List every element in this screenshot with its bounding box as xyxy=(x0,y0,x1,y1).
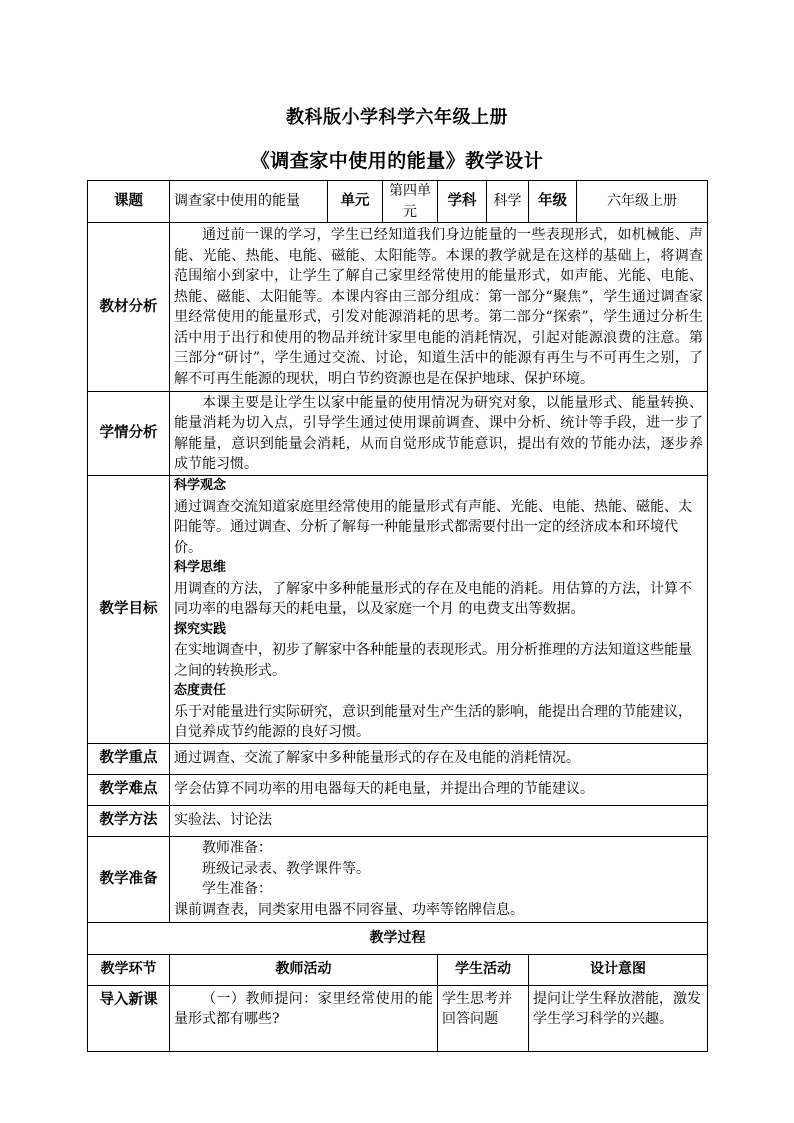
teacher-prep-text: 班级记录表、教学课件等。 xyxy=(202,860,370,877)
process-header-intent: 设计意图 xyxy=(529,954,708,985)
subject-value: 科学 xyxy=(487,181,529,223)
unit-label: 单元 xyxy=(328,181,383,223)
teacher-prep-heading: 教师准备： xyxy=(202,840,272,856)
process-row xyxy=(88,985,708,1051)
document-subtitle: 《调查家中使用的能量》教学设计 xyxy=(250,150,544,172)
method-text: 实验法、讨论法 xyxy=(170,805,708,836)
process-header-teacher: 教师活动 xyxy=(170,954,438,985)
info-row xyxy=(88,181,708,223)
material-label: 教材分析 xyxy=(88,223,170,392)
process-title: 教学过程 xyxy=(88,922,708,954)
student-prep-heading: 学生准备： xyxy=(202,881,272,897)
goal-heading: 科学观念 xyxy=(174,478,227,493)
goal-heading: 探究实践 xyxy=(174,621,227,637)
keypoint-text: 通过调查、交流了解家中多种能量形式的存在及电能的消耗情况。 xyxy=(170,743,708,774)
process-student-activity: 学生思考并回答问题 xyxy=(438,985,529,1051)
process-header-row xyxy=(88,954,708,985)
process-design-intent: 提问让学生释放潜能，激发学生学习科学的兴趣。 xyxy=(529,985,708,1051)
material-text: 通过前一课的学习，学生已经知道我们身边能量的一些表现形式，如机械能、声能、光能、热能、电能、磁能、太阳能等。本课的教学就是在这样的基础上，将调查范围缩小到家中，让学生了解自己家里经常使用的能量形式，如声能、光能、电能、热能、磁能、太阳能等。本课内容由三部分组成：第一部分“聚焦”，学生通过调查家里经常使用的能量形式，引发对能源消耗的思考。第二部分“探索”，学生通过分析生活中用于出行和使用的物品并统计家里电能的消耗情况，引起对能源浪费的注意。第三部分“研讨”，学生通过交流、讨论，知道生活中的能源有再生与不可再生之别，了解不可再生能源的现状，明白节约资源也是在保护地球、保护环境。 xyxy=(170,223,708,392)
document-title: 教科版小学科学六年级上册 xyxy=(286,107,508,128)
keypoint-row xyxy=(88,743,708,774)
goal-text: 在实地调查中，初步了解家中各种能量的表现形式。用分析推理的方法知道这些能量之间的转换形式。 xyxy=(174,642,692,679)
unit-value: 第四单元 xyxy=(383,181,438,223)
preparation-row xyxy=(88,836,708,922)
keypoint-label: 教学重点 xyxy=(88,743,170,774)
goals-content xyxy=(170,476,708,744)
subject-label: 学科 xyxy=(438,181,487,223)
goal-text: 通过调查交流知道家庭里经常使用的能量形式有声能、光能、电能、热能、磁能、太阳能等。通过调查、分析了解每一种能量形式都需要付出一定的经济成本和环境代价。 xyxy=(174,498,692,556)
difficulty-text: 学会估算不同功率的用电器每天的耗电量，并提出合理的节能建议。 xyxy=(170,774,708,805)
student-prep-text: 课前调查表，同类家用电器不同容量、功率等铭牌信息。 xyxy=(174,901,524,918)
goal-heading: 态度责任 xyxy=(174,683,227,698)
goal-heading: 科学思维 xyxy=(174,560,227,575)
learners-row xyxy=(88,392,708,476)
preparation-content xyxy=(170,836,708,922)
goals-row xyxy=(88,476,708,744)
preparation-label: 教学准备 xyxy=(88,836,170,922)
goals-label: 教学目标 xyxy=(88,476,170,744)
process-teacher-activity: （一）教师提问：家里经常使用的能量形式都有哪些? xyxy=(170,985,438,1051)
learners-text: 本课主要是让学生以家中能量的使用情况为研究对象，以能量形式、能量转换、能量消耗为切入点，引导学生通过使用课前调查、课中分析、统计等手段，进一步了解能量，意识到能量会消耗，从而自觉形成节能意识，提出有效的节能办法，逐步养成节能习惯。 xyxy=(170,392,708,476)
method-label: 教学方法 xyxy=(88,805,170,836)
lesson-plan-table xyxy=(87,180,708,1052)
learners-label: 学情分析 xyxy=(88,392,170,476)
grade-label: 年级 xyxy=(529,181,577,223)
difficulty-label: 教学难点 xyxy=(88,774,170,805)
topic-value: 调查家中使用的能量 xyxy=(170,181,328,223)
topic-label: 课题 xyxy=(88,181,170,223)
method-row xyxy=(88,805,708,836)
process-header-stage: 教学环节 xyxy=(88,954,170,985)
process-stage: 导入新课 xyxy=(88,985,170,1051)
process-header-student: 学生活动 xyxy=(438,954,529,985)
goal-text: 乐于对能量进行实际研究，意识到能量对生产生活的影响，能提出合理的节能建议，自觉养成节约能源的良好习惯。 xyxy=(174,703,692,740)
grade-value: 六年级上册 xyxy=(577,181,708,223)
goal-text: 用调查的方法，了解家中多种能量形式的存在及电能的消耗。用估算的方法，计算不同功率的电器每天的耗电量，以及家庭一个月 的电费支出等数据。 xyxy=(174,580,692,617)
material-row xyxy=(88,223,708,392)
process-title-row xyxy=(88,922,708,954)
difficulty-row xyxy=(88,774,708,805)
